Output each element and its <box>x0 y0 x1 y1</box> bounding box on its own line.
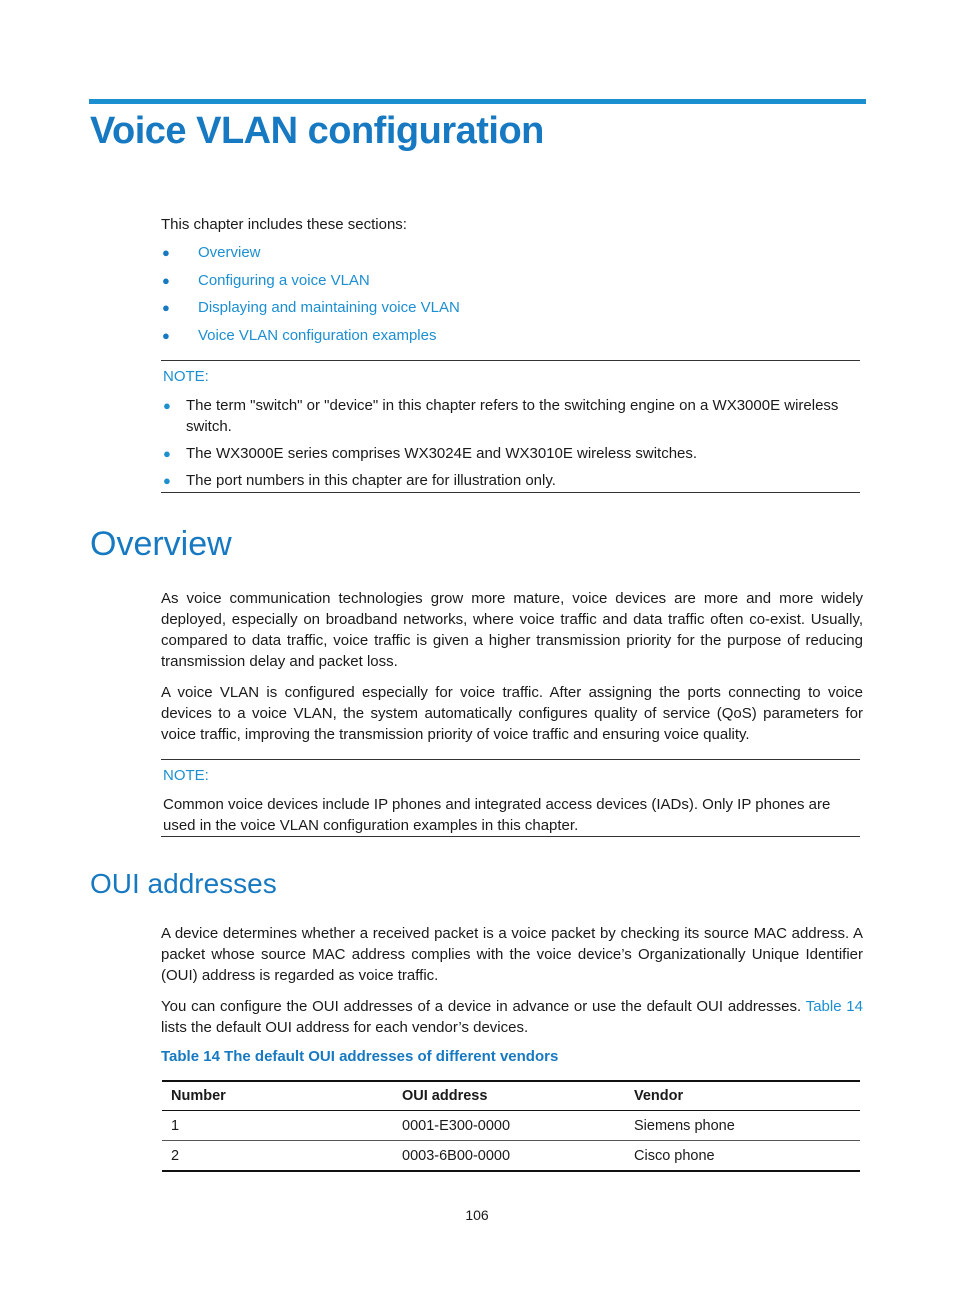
note-bottom-rule <box>161 836 860 837</box>
bullet-icon: ● <box>162 327 170 343</box>
overview-paragraph: As voice communication technologies grow more mature, voice devices are more and more widely deployed, especially on broadband networks, where voice traffic and data traffic often co-exist. Usually, compared to data traffic, voice traffic is given a higher transmission priority for the purpose of reducing transmission delay and packet loss. <box>161 590 863 670</box>
note-item <box>163 470 858 491</box>
table-cell: 2 <box>162 1141 393 1172</box>
oui-paragraph-text: You can configure the OUI addresses of a device in advance or use the default OUI addresses. <box>161 998 806 1015</box>
note-text: Common voice devices include IP phones and integrated access devices (IADs). Only IP phones are used in the voice VLAN configuration examples in this chapter. <box>163 796 831 834</box>
oui-paragraph-text: lists the default OUI address for each vendor’s devices. <box>161 1019 529 1036</box>
table-14-link[interactable]: Table 14 <box>805 998 863 1015</box>
table-cell: Siemens phone <box>625 1111 860 1141</box>
note-label: NOTE: <box>163 368 209 385</box>
note-list <box>163 395 858 497</box>
chapter-intro: This chapter includes these sections: <box>161 216 407 233</box>
section-link-overview[interactable]: Overview <box>198 244 261 261</box>
chapter-title: Voice VLAN configuration <box>90 110 544 152</box>
note-item-text: The term "switch" or "device" in this chapter refers to the switching engine on a WX3000E wireless switch. <box>186 397 839 435</box>
note-top-rule <box>161 360 860 361</box>
bullet-icon: ● <box>163 398 171 413</box>
bullet-icon: ● <box>163 473 171 488</box>
column-header-vendor: Vendor <box>625 1081 860 1111</box>
table-cell: 0003-6B00-0000 <box>393 1141 625 1172</box>
note-item <box>163 443 858 464</box>
column-header-oui: OUI address <box>393 1081 625 1111</box>
section-link-examples[interactable]: Voice VLAN configuration examples <box>198 326 437 344</box>
section-heading-overview: Overview <box>90 525 232 563</box>
note-label: NOTE: <box>163 767 209 784</box>
table-row <box>162 1141 860 1172</box>
table-header-row <box>162 1081 860 1111</box>
bullet-icon: ● <box>163 446 171 461</box>
table-caption: Table 14 The default OUI addresses of different vendors <box>161 1048 559 1065</box>
table-cell: 1 <box>162 1111 393 1141</box>
oui-table <box>162 1080 860 1172</box>
section-heading-oui: OUI addresses <box>90 868 277 899</box>
note-bottom-rule <box>161 492 860 493</box>
table-cell: Cisco phone <box>625 1141 860 1172</box>
section-link-configuring[interactable]: Configuring a voice VLAN <box>198 271 370 289</box>
chapter-top-rule <box>89 99 866 104</box>
table-row <box>162 1111 860 1141</box>
section-list-item <box>161 270 460 298</box>
page-number: 106 <box>465 1207 489 1223</box>
bullet-icon: ● <box>162 245 170 260</box>
section-list-item <box>161 242 460 270</box>
note-item <box>163 395 858 437</box>
section-link-displaying[interactable]: Displaying and maintaining voice VLAN <box>198 299 460 316</box>
section-list-item <box>161 297 460 325</box>
oui-paragraph <box>161 996 863 1038</box>
section-list-item <box>161 325 460 353</box>
note-top-rule <box>161 759 860 760</box>
bullet-icon: ● <box>162 272 170 288</box>
note-item-text: The port numbers in this chapter are for illustration only. <box>186 472 556 489</box>
oui-paragraph: A device determines whether a received packet is a voice packet by checking its source MAC address. A packet whose source MAC address complies with the voice device’s Organizationally Unique Identifier (OUI) address is regarded as voice traffic. <box>161 925 863 984</box>
section-list <box>161 242 460 352</box>
note-item-text: The WX3000E series comprises WX3024E and WX3010E wireless switches. <box>186 445 698 462</box>
overview-paragraph: A voice VLAN is configured especially for voice traffic. After assigning the ports connecting to voice devices to a voice VLAN, the system automatically configures quality of service (QoS) parameters for voice traffic, improving the transmission priority of voice traffic and ensuring voice quality. <box>161 684 863 743</box>
table-cell: 0001-E300-0000 <box>393 1111 625 1141</box>
bullet-icon: ● <box>162 300 170 315</box>
column-header-number: Number <box>162 1081 393 1111</box>
